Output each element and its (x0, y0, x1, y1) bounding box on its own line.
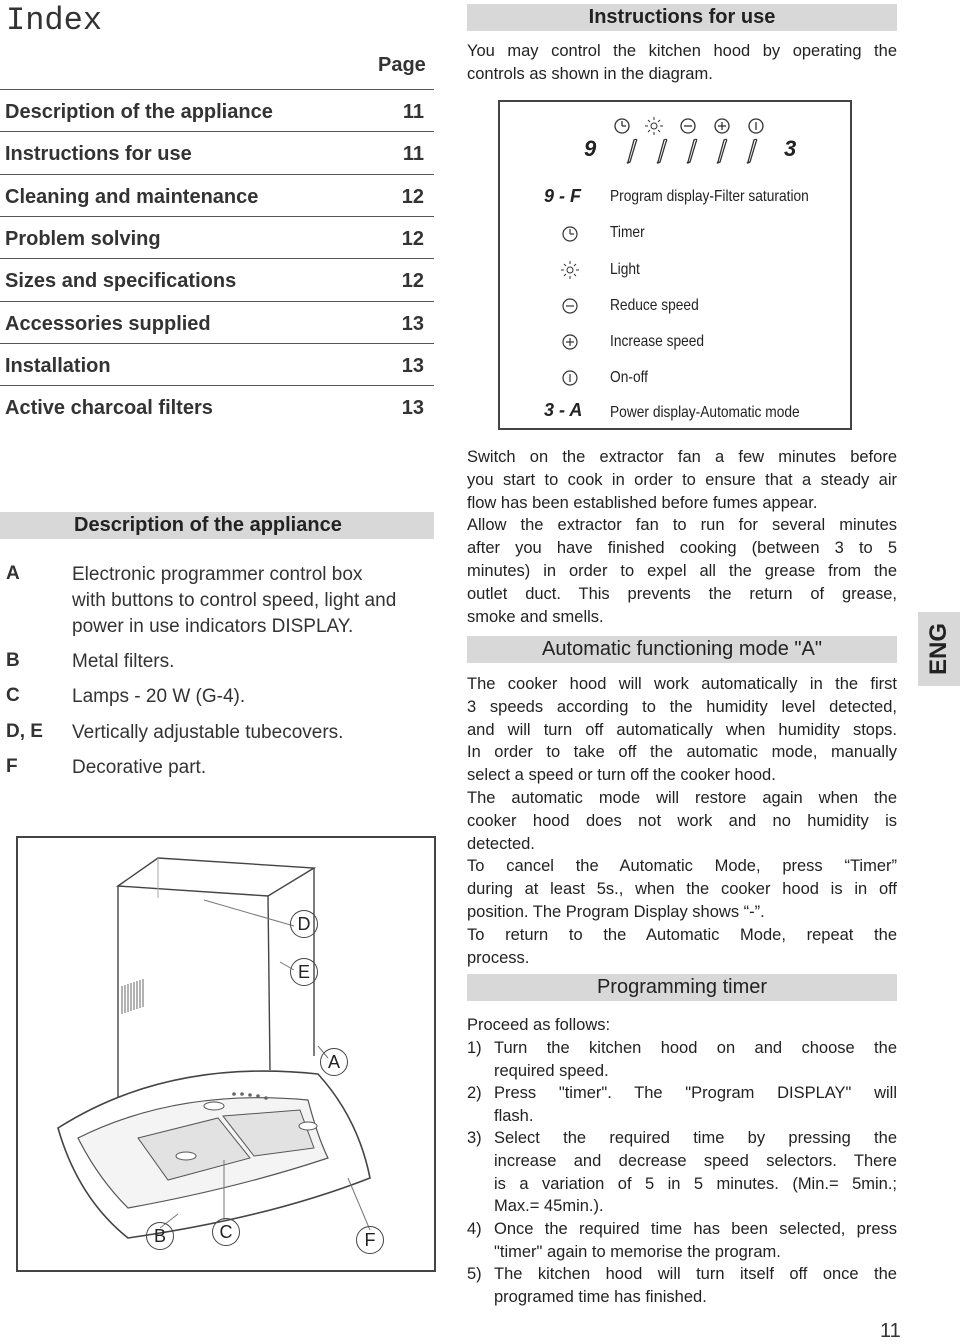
text-line: Max.= 45min.). (494, 1197, 604, 1216)
plus-icon (560, 332, 580, 352)
index-row (0, 216, 434, 258)
index-row-label: Installation (5, 355, 111, 377)
description-item-text (72, 720, 343, 746)
description-item-text (72, 755, 206, 781)
description-line: Vertically adjustable tubecovers. (72, 722, 344, 743)
power-icon (749, 119, 763, 133)
text-line: You may control the kitchen hood by operating the (467, 42, 897, 60)
text-line: process. (467, 948, 530, 967)
index-row-label: Description of the appliance (5, 101, 273, 123)
text-line: Switch on the extractor fan a few minutes before (467, 448, 897, 466)
legend-light: Light (610, 261, 640, 278)
text-line: controls as shown in the diagram. (467, 64, 713, 83)
text-line: Once the required time has been selected, press (494, 1220, 897, 1238)
minus-icon (560, 296, 580, 316)
text-line: The cooker hood will work automatically in the first (467, 675, 897, 693)
speed-bar-segments (618, 138, 768, 164)
text-line: "timer" again to memorise the program. (494, 1242, 781, 1261)
description-item-letter: C (6, 685, 20, 706)
text-line: Select the required time by pressing the (494, 1129, 897, 1147)
description-item-letter: D, E (6, 721, 43, 742)
timer-intro: Proceed as follows: (467, 1016, 611, 1034)
text-line: detected. (467, 834, 535, 853)
index-row-page: 12 (401, 186, 424, 208)
index-row-label: Accessories supplied (5, 313, 211, 335)
hood-diagram (16, 836, 436, 1272)
description-heading: Description of the appliance (74, 514, 342, 536)
page-number: 11 (880, 1320, 901, 1342)
description-line: Decorative part. (72, 757, 207, 778)
timer-heading: Programming timer (467, 974, 897, 1001)
text-line: during at least 5s., when the cooker hood is in off (467, 880, 897, 899)
callout-b: B (146, 1222, 174, 1250)
text-line: Press "timer". The "Program DISPLAY" will (494, 1084, 897, 1102)
legend-symbol-program-display: 9 - F (544, 186, 582, 206)
index-row-page: 11 (402, 143, 424, 165)
index-row (0, 258, 434, 300)
language-tab-label: ENG (925, 622, 952, 676)
text-line: required speed. (494, 1061, 609, 1080)
description-item-text (72, 562, 396, 640)
description-item-text (72, 684, 245, 710)
index-row-page: 11 (402, 101, 424, 123)
description-item-letter: F (6, 756, 18, 777)
legend-timer: Timer (610, 224, 645, 241)
text-line: outlet duct. This prevents the return of grease, (467, 584, 897, 603)
index-title: Index (6, 2, 103, 39)
text-line: flow has been established before fumes appear. (467, 493, 818, 512)
description-line: power in use indicators DISPLAY. (72, 616, 354, 637)
text-line: programed time has finished. (494, 1287, 707, 1306)
index-row-label: Active charcoal filters (5, 397, 213, 419)
index-row (0, 131, 434, 173)
callout-e: E (290, 958, 318, 986)
text-line: To return to the Automatic Mode, repeat the (467, 925, 897, 944)
index-row (0, 343, 434, 385)
callout-a: A (320, 1048, 348, 1076)
text-line: is a variation of 5 in 5 minutes. (Min.= 5min.; (494, 1174, 897, 1193)
index-row-label: Instructions for use (5, 143, 192, 165)
callout-f: F (356, 1226, 384, 1254)
text-line: Allow the extractor fan to run for several minutes (467, 516, 897, 535)
text-line: increase and decrease speed selectors. There (494, 1151, 897, 1170)
step-number: 1) (467, 1039, 482, 1057)
index-row-page: 12 (401, 228, 424, 250)
text-line: position. The Program Display shows “-”. (467, 902, 765, 921)
legend-reduce-speed: Reduce speed (610, 297, 699, 314)
index-row-page: 13 (401, 355, 424, 377)
panel-button-icons (610, 114, 770, 138)
instructions-heading (467, 4, 897, 31)
legend-program-display: Program display-Filter saturation (610, 188, 809, 205)
description-line: with buttons to control speed, light and (72, 590, 397, 611)
control-panel-diagram (498, 100, 852, 430)
hood-drawing (18, 838, 434, 1270)
index-row-label: Cleaning and maintenance (5, 186, 259, 208)
description-heading-bar (0, 512, 434, 539)
auto-mode-paragraph (467, 673, 897, 969)
text-line: select a speed or turn off the cooker hood. (467, 766, 776, 785)
description-line: Lamps - 20 W (G-4). (72, 686, 246, 707)
timer-icon (615, 119, 629, 133)
text-line: minutes) in order to expel all the grease from the (467, 561, 897, 580)
description-item-letter: A (6, 563, 20, 584)
display-left: 9 (584, 136, 597, 161)
text-line: 3 speeds according to the humidity level detected, (467, 697, 897, 716)
language-tab (918, 612, 960, 686)
instructions-intro (467, 40, 897, 86)
index-row (0, 89, 434, 131)
text-line: In order to take off the automatic mode, manually (467, 743, 897, 762)
legend-increase-speed: Increase speed (610, 333, 705, 350)
auto-mode-heading: Automatic functioning mode "A" (467, 636, 897, 663)
description-line: Metal filters. (72, 651, 175, 672)
index-row-page: 13 (401, 397, 424, 419)
description-item-text (72, 649, 174, 675)
text-line: The automatic mode will restore again when the (467, 788, 897, 807)
step-number: 5) (467, 1265, 482, 1283)
text-line: The kitchen hood will turn itself off once the (494, 1265, 897, 1283)
step-number: 2) (467, 1084, 482, 1102)
page-column-label: Page (378, 54, 426, 76)
index-row (0, 385, 434, 427)
power-icon (560, 368, 580, 388)
legend-power-display: Power display-Automatic mode (610, 404, 800, 421)
step-number: 4) (467, 1220, 482, 1238)
legend-on-off: On-off (610, 369, 648, 386)
minus-icon (681, 119, 695, 133)
description-item-letter: B (6, 650, 20, 671)
description-line: Electronic programmer control box (72, 564, 363, 585)
callout-d: D (290, 910, 318, 938)
usage-paragraph (467, 446, 897, 628)
text-line: smoke and smells. (467, 607, 604, 626)
plus-icon (715, 119, 729, 133)
text-line: flash. (494, 1106, 534, 1125)
display-right: 3 (784, 136, 797, 161)
light-icon (645, 117, 663, 135)
index-row-page: 13 (401, 313, 424, 335)
instructions-heading-text: Instructions for use (588, 6, 776, 28)
text-line: Turn the kitchen hood on and choose the (494, 1039, 897, 1057)
text-line: and will turn off automatically when humidity stops. (467, 720, 897, 739)
index-row-page: 12 (401, 270, 424, 292)
text-line: To cancel the Automatic Mode, press “Timer” (467, 857, 897, 876)
light-icon (560, 260, 580, 280)
index-row-label: Sizes and specifications (5, 270, 237, 292)
index-row (0, 174, 434, 216)
callout-c: C (212, 1218, 240, 1246)
step-number: 3) (467, 1129, 482, 1147)
index-row-label: Problem solving (5, 228, 161, 250)
text-line: you start to cook in order to ensure that a steady air (467, 470, 897, 489)
text-line: after you have finished cooking (between 3 to 5 (467, 539, 897, 558)
timer-icon (560, 224, 580, 244)
text-line: cooker hood does not work and no humidity is (467, 811, 897, 830)
index-row (0, 301, 434, 343)
legend-symbol-power-display: 3 - A (544, 400, 583, 420)
